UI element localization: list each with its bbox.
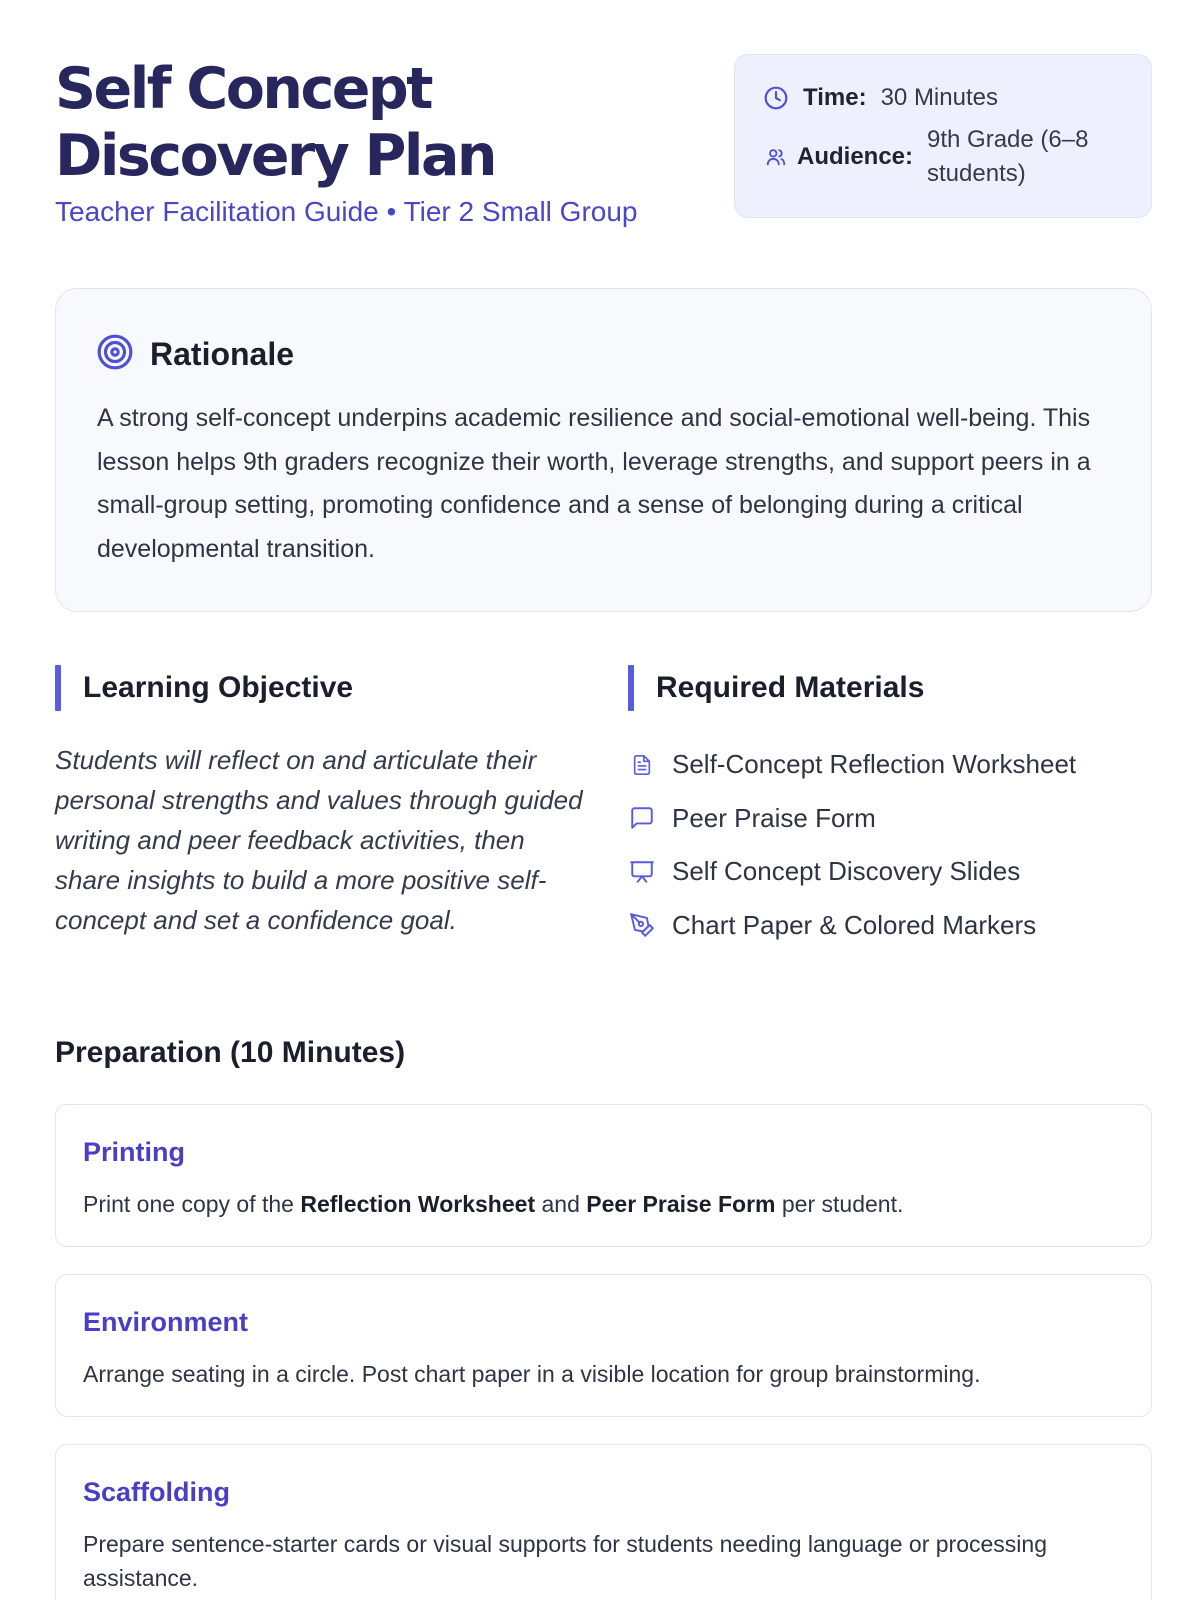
title-line-1: Self Concept xyxy=(55,56,431,122)
time-label: Time: xyxy=(803,84,867,111)
time-row xyxy=(763,84,998,112)
material-label: Peer Praise Form xyxy=(672,802,876,833)
prep-card-title: Printing xyxy=(83,1137,185,1167)
pen-tool-icon xyxy=(628,912,656,938)
material-label: Self Concept Discovery Slides xyxy=(672,856,1021,887)
list-item xyxy=(628,845,1076,899)
prep-card-text: Arrange seating in a circle. Post chart paper in a visible location for group brainstorming. xyxy=(83,1361,981,1387)
list-item xyxy=(628,899,1076,953)
list-item xyxy=(628,738,1076,792)
text-segment: Print one copy of the xyxy=(83,1191,301,1217)
objective-heading: Learning Objective xyxy=(83,671,354,704)
document-icon xyxy=(628,752,656,778)
target-icon xyxy=(96,333,134,376)
prep-card-title: Environment xyxy=(83,1307,249,1337)
list-item xyxy=(628,792,1076,846)
time-value: 30 Minutes xyxy=(880,84,998,111)
prep-card-printing xyxy=(55,1104,1152,1247)
page-title xyxy=(55,56,735,190)
speech-bubble-icon xyxy=(628,805,656,831)
rationale-text: A strong self-concept underpins academic resilience and social-emotional well-being. This lesson helps 9th graders recognize their worth, leverage strengths, and support peers in a small-group setting, promoting confidence and a sense of belonging during a critical developmental transition. xyxy=(97,404,1091,563)
rationale-card xyxy=(55,288,1152,612)
materials-list xyxy=(628,738,1076,952)
preparation-heading: Preparation (10 Minutes) xyxy=(55,1036,406,1069)
objective-text: Students will reflect on and articulate their personal strengths and values through guided writing and peer feedback activities, then share insights to build a more positive self-concept and set a confidence goal. xyxy=(55,745,583,935)
material-label: Chart Paper & Colored Markers xyxy=(672,909,1037,940)
text-segment: per student. xyxy=(775,1191,904,1217)
presentation-icon xyxy=(628,859,656,885)
title-line-2: Discovery Plan xyxy=(55,123,496,189)
material-label: Self-Concept Reflection Worksheet xyxy=(672,749,1077,780)
prep-card-environment xyxy=(55,1274,1152,1417)
prep-card-scaffolding xyxy=(55,1444,1152,1600)
bold-segment: Peer Praise Form xyxy=(586,1191,776,1217)
page-header xyxy=(55,56,735,228)
users-icon xyxy=(763,146,789,168)
materials-heading: Required Materials xyxy=(656,671,925,704)
lesson-meta-box xyxy=(734,54,1152,218)
audience-row xyxy=(763,123,1117,191)
clock-icon xyxy=(763,85,789,111)
rationale-heading: Rationale xyxy=(150,336,295,372)
objective-heading-row xyxy=(55,665,353,711)
audience-value: 9th Grade (6–8 students) xyxy=(927,126,1089,187)
prep-card-text: Prepare sentence-starter cards or visual supports for students needing language or processing assistance. xyxy=(83,1531,1047,1591)
page-subtitle: Teacher Facilitation Guide • Tier 2 Small Group xyxy=(55,196,638,227)
prep-card-text xyxy=(83,1187,1123,1221)
bold-segment: Reflection Worksheet xyxy=(300,1191,536,1217)
prep-card-title: Scaffolding xyxy=(83,1477,230,1507)
rationale-heading-row xyxy=(96,333,294,376)
accent-bar xyxy=(628,665,634,711)
text-segment: and xyxy=(535,1191,587,1217)
accent-bar xyxy=(55,665,61,711)
materials-heading-row xyxy=(628,665,924,711)
audience-label: Audience: xyxy=(797,143,914,170)
